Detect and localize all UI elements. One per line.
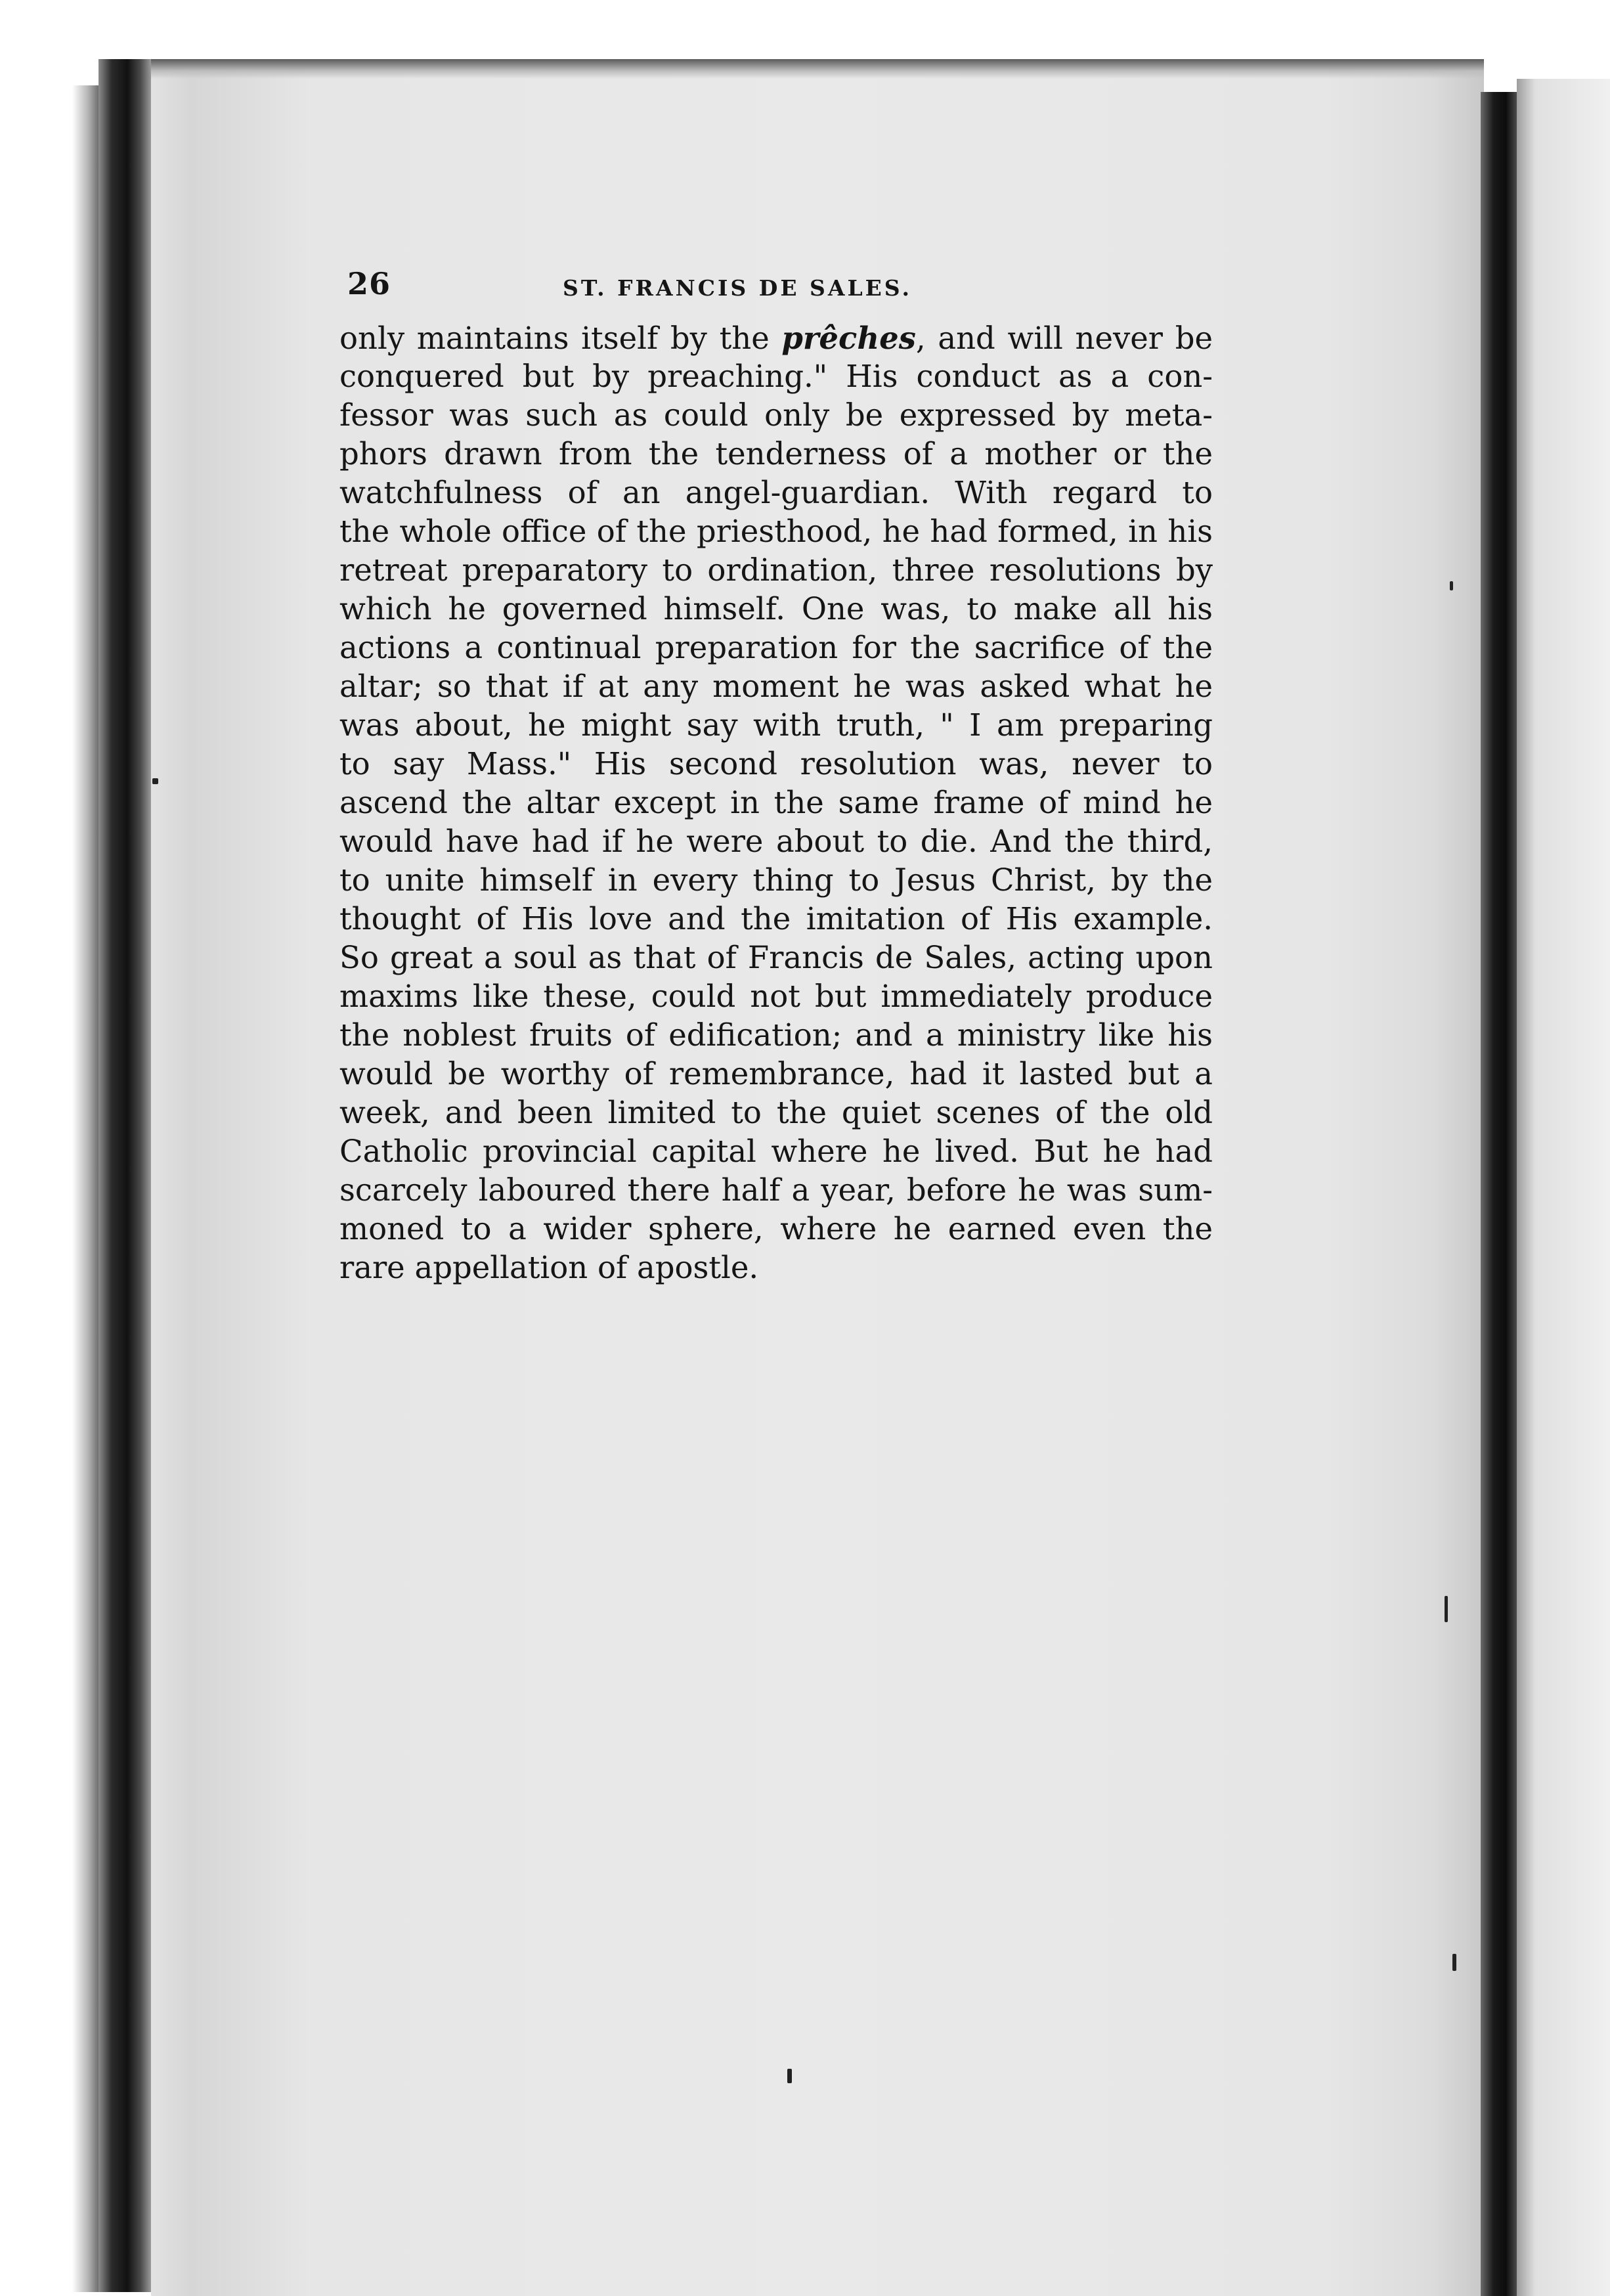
text-line (339, 938, 1213, 977)
text-line (339, 435, 1213, 474)
text-line (339, 900, 1213, 938)
text-line-content: would have had if he were about to die. And the third, (339, 824, 1213, 859)
body-paragraph (339, 319, 1213, 1287)
text-line (339, 357, 1213, 396)
text-line-content: rare appellation of apostle. (339, 1250, 759, 1285)
text-line (339, 474, 1213, 512)
text-line (339, 629, 1213, 667)
text-line-content: the noblest fruits of edification; and a ministry like his (339, 1017, 1213, 1053)
text-line-content: retreat preparatory to ordination, three resolutions by (339, 552, 1213, 588)
ink-speck (1452, 1954, 1456, 1971)
text-line-content: to unite himself in every thing to Jesus Christ, by the (339, 862, 1213, 898)
text-line-content: week, and been limited to the quiet scenes of the old (339, 1095, 1213, 1130)
running-head (339, 266, 1213, 319)
text-line-content: Catholic provincial capital where he lived. But he had (339, 1134, 1213, 1169)
page-top-shadow (151, 59, 1484, 79)
text-line (339, 1248, 1213, 1287)
ink-speck (1445, 1596, 1448, 1622)
text-line (339, 319, 1213, 357)
text-line-content: scarcely laboured there half a year, before he was sum- (339, 1172, 1213, 1208)
text-line (339, 396, 1213, 435)
text-line-content: phors drawn from the tenderness of a mother or the (339, 436, 1213, 472)
text-line-content: which he governed himself. One was, to make all his (339, 591, 1213, 627)
left-binding-edge (98, 59, 151, 2292)
italic-word: prêches (781, 320, 916, 356)
text-line (339, 1210, 1213, 1248)
text-line-content: to say Mass." His second resolution was, never to (339, 746, 1213, 782)
ink-speck (787, 2069, 792, 2083)
text-line (339, 784, 1213, 822)
text-line (339, 1055, 1213, 1093)
text-line (339, 551, 1213, 590)
text-line-content: ascend the altar except in the same frame of mind he (339, 785, 1213, 820)
text-line (339, 1132, 1213, 1171)
binding-shadow-outer (72, 85, 98, 2292)
text-line-content: only maintains itself by the (339, 320, 782, 356)
running-title: ST. FRANCIS DE SALES. (563, 275, 912, 301)
text-line (339, 745, 1213, 784)
text-line (339, 822, 1213, 861)
text-line-content: So great a soul as that of Francis de Sales, acting upon (339, 940, 1213, 975)
text-line (339, 706, 1213, 745)
text-line-content: moned to a wider sphere, where he earned even the (339, 1211, 1213, 1247)
text-line-content: the whole office of the priesthood, he had formed, in his (339, 514, 1213, 549)
page-number: 26 (347, 266, 391, 301)
text-line-content: would be worthy of remembrance, had it lasted but a (339, 1056, 1213, 1092)
facing-page-edge (1517, 79, 1610, 2296)
text-line (339, 512, 1213, 551)
text-line (339, 1171, 1213, 1210)
text-line (339, 667, 1213, 706)
text-line (339, 1016, 1213, 1055)
text-line (339, 1093, 1213, 1132)
right-gutter-edge (1481, 92, 1517, 2296)
text-line-content: maxims like these, could not but immediately produce (339, 979, 1213, 1014)
text-line-content: watchfulness of an angel-guardian. With regard to (339, 475, 1213, 510)
text-line-content: conquered but by preaching." His conduct as a con- (339, 359, 1213, 394)
ink-speck (1450, 581, 1453, 590)
text-line-content: actions a continual preparation for the sacrifice of the (339, 630, 1213, 665)
text-line-content: , and will never be (915, 320, 1213, 356)
text-line-content: altar; so that if at any moment he was asked what he (339, 669, 1213, 704)
text-line-content: fessor was such as could only be expressed by meta- (339, 397, 1213, 433)
ink-speck (152, 778, 158, 784)
page-text-block (339, 266, 1213, 1287)
text-line-content: thought of His love and the imitation of His example. (339, 901, 1213, 937)
text-line (339, 590, 1213, 629)
text-line (339, 861, 1213, 900)
text-line-content: was about, he might say with truth, " I am preparing (339, 707, 1213, 743)
text-line (339, 977, 1213, 1016)
